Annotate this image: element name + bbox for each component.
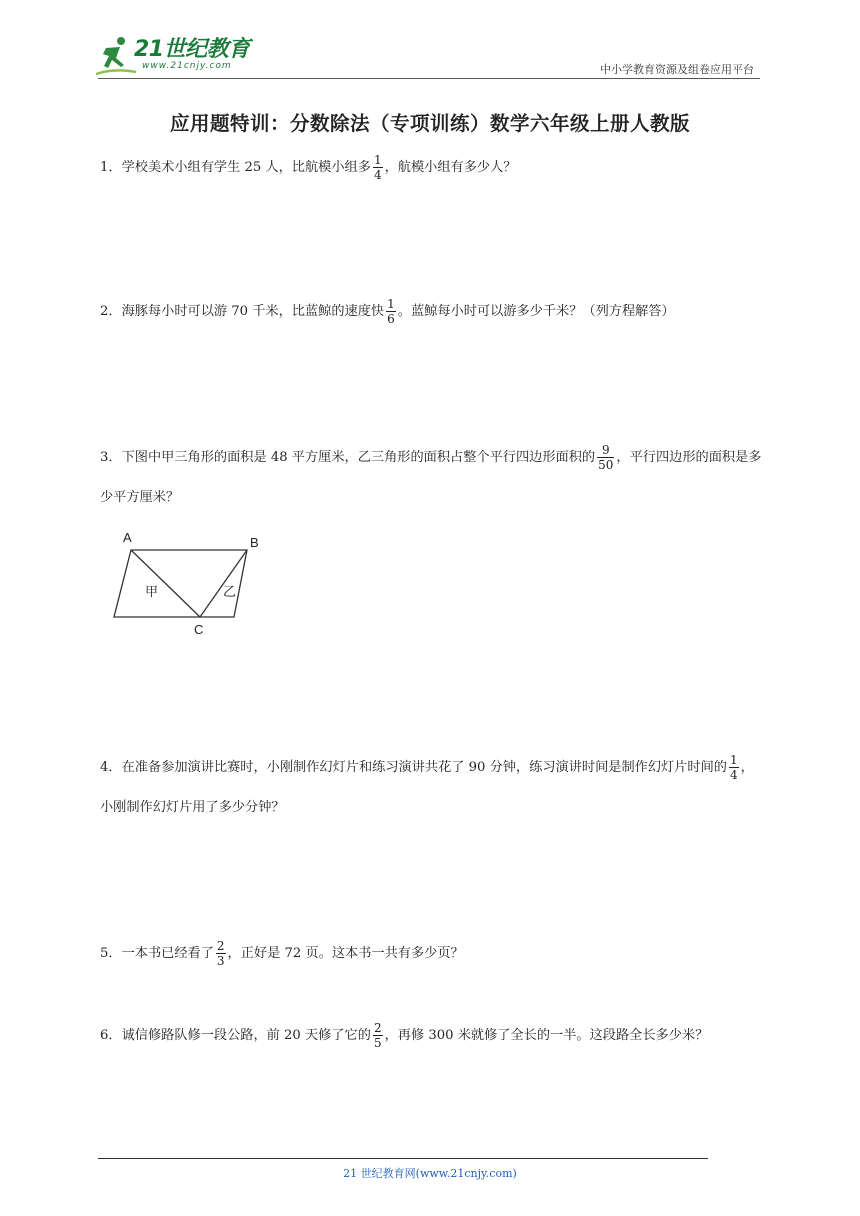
question-4 [100, 748, 764, 828]
runner-logo-icon [94, 34, 138, 78]
question-text: 6．诚信修路队修一段公路，前 20 天修了它的 [100, 1028, 371, 1043]
label-a: A [123, 530, 132, 545]
page-title: 应用题特训：分数除法（专项训练）数学六年级上册人教版 [169, 112, 690, 135]
page-header [0, 0, 860, 82]
footer-divider [98, 1158, 708, 1159]
fraction: $\frac{1}{6}$ [387, 297, 395, 326]
parallelogram-figure [112, 530, 278, 642]
question-5 [100, 934, 764, 974]
parallelogram-shape [114, 550, 247, 617]
question-6 [100, 1016, 764, 1056]
platform-label: 中小学教育资源及组卷应用平台 [600, 63, 754, 76]
label-yi: 乙 [223, 585, 237, 600]
question-2 [100, 292, 764, 332]
question-text: 4．在准备参加演讲比赛时，小刚制作幻灯片和练习演讲共花了 90 分钟，练习演讲时间是制作幻灯片时间的 [100, 760, 727, 775]
label-c: C [194, 622, 204, 637]
question-text: 2．海豚每小时可以游 70 千米，比蓝鲸的速度快 [100, 304, 385, 319]
label-b: B [250, 535, 259, 550]
question-text: ，小刚制作幻灯片用了多少分钟？ [100, 760, 754, 815]
question-text: 5．一本书已经看了 [100, 946, 214, 961]
footer-link[interactable]: 21 世纪教育网(www.21cnjy.com) [343, 1167, 517, 1180]
question-1 [100, 148, 764, 188]
line-a-c [131, 550, 200, 617]
question-text: ，平行四边形的面积是多少平方厘米？ [100, 450, 762, 505]
fraction: $\frac{1}{4}$ [730, 753, 738, 782]
fraction: $\frac{9}{50}$ [598, 443, 614, 472]
label-jia: 甲 [145, 585, 159, 600]
fraction: $\frac{2}{3}$ [216, 939, 225, 968]
question-text: ，航模小组有多少人？ [384, 160, 517, 175]
logo [94, 34, 269, 78]
question-text: 。蓝鲸每小时可以游多少千米？（列方程解答） [397, 304, 675, 319]
question-text: 1．学校美术小组有学生 25 人，比航模小组多 [100, 160, 371, 175]
fraction: $\frac{1}{4}$ [373, 153, 382, 182]
header-divider [98, 78, 760, 79]
question-text: 3．下图中甲三角形的面积是 48 平方厘米，乙三角形的面积占整个平行四边形面积的 [100, 450, 596, 465]
question-3 [100, 438, 764, 518]
fraction: $\frac{2}{5}$ [373, 1021, 382, 1050]
question-text: ，再修 300 米就修了全长的一半。这段路全长多少米？ [384, 1028, 709, 1043]
logo-url: www.21cnjy.com [142, 61, 232, 71]
question-text: ，正好是 72 页。这本书一共有多少页？ [227, 946, 464, 961]
logo-text: 21世纪教育 [134, 37, 250, 62]
